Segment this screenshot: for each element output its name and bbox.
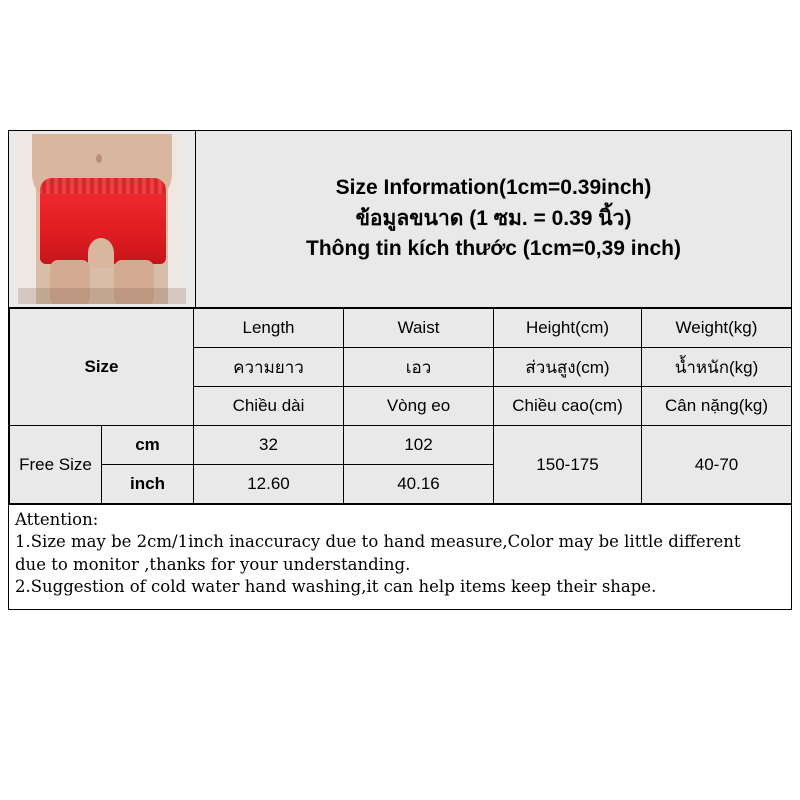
attention-heading: Attention: [15,510,99,529]
column-header-waist-vi: Vòng eo [344,387,494,426]
column-header-waist-en: Waist [344,309,494,348]
unit-cell-cm: cm [102,426,194,465]
size-label-cell: Size [10,309,194,426]
model-navel [96,154,102,163]
measurements-table [9,308,792,504]
value-length-inch: 12.60 [194,465,344,504]
column-header-height-en: Height(cm) [494,309,642,348]
table-row-header-en [10,309,792,348]
attention-line-3: 2.Suggestion of cold water hand washing,it can help items keep their shape. [15,577,657,597]
title-cell [196,131,791,307]
column-header-height-th: ส่วนสูง(cm) [494,348,642,387]
column-header-length-th: ความยาว [194,348,344,387]
attention-block [9,504,791,609]
row-label-free-size: Free Size [10,426,102,504]
value-height-range: 150-175 [494,426,642,504]
column-header-waist-th: เอว [344,348,494,387]
value-length-cm: 32 [194,426,344,465]
column-header-length-vi: Chiều dài [194,387,344,426]
attention-line-2: due to monitor ,thanks for your understanding. [15,554,411,574]
shorts-waistband [40,178,166,194]
title-line-th: ข้อมูลขนาด (1 ซม. = 0.39 นิ้ว) [355,206,632,230]
photo-floor-shadow [18,288,186,304]
column-header-height-vi: Chiều cao(cm) [494,387,642,426]
product-photo-cell [9,131,196,307]
title-line-en: Size Information(1cm=0.39inch) [335,176,652,200]
product-photo [18,134,186,304]
unit-cell-inch: inch [102,465,194,504]
column-header-length-en: Length [194,309,344,348]
table-row-cm [10,426,792,465]
size-chart [8,130,792,610]
value-waist-cm: 102 [344,426,494,465]
column-header-weight-vi: Cân nặng(kg) [642,387,792,426]
value-weight-range: 40-70 [642,426,792,504]
chart-header-row [9,131,791,308]
value-waist-inch: 40.16 [344,465,494,504]
title-line-vi: Thông tin kích thước (1cm=0,39 inch) [306,237,681,261]
column-header-weight-en: Weight(kg) [642,309,792,348]
model-crotch-gap [88,238,114,268]
column-header-weight-th: น้ำหนัก(kg) [642,348,792,387]
attention-line-1: 1.Size may be 2cm/1inch inaccuracy due to hand measure,Color may be little different [15,532,741,552]
